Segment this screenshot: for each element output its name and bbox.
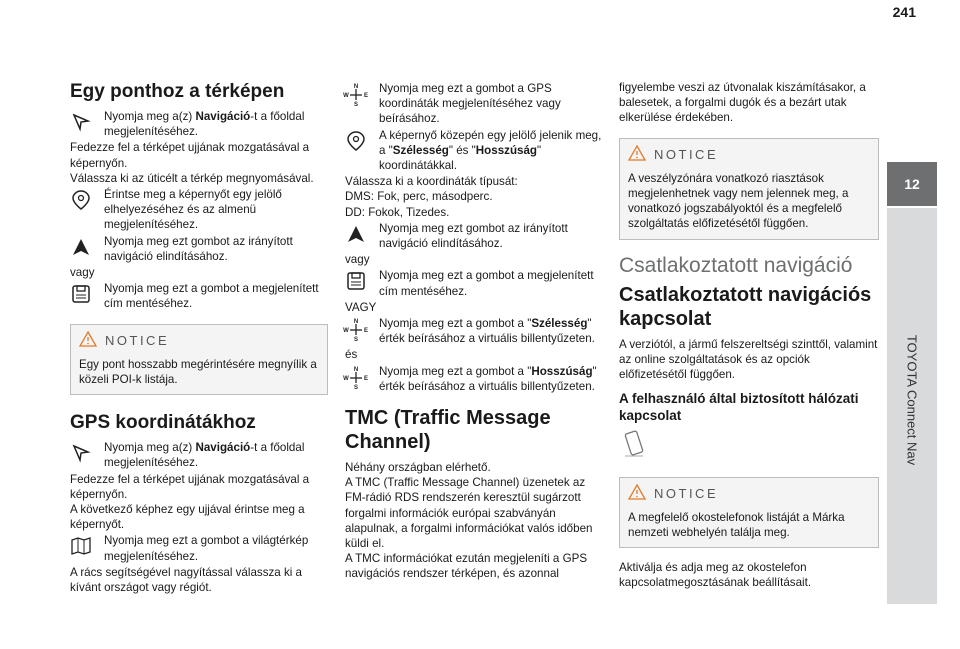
svg-text:N: N [353, 319, 359, 326]
column-2: N S W E Nyomja meg ezt a gombot a GPS koordináták megjelenítéséhez vagy beírásához. A képernyő közepén egy jelölő jelenik meg, a "Szélesség" és "Hosszúság" koordinátákkal. Válassza ki a koordináták típusát: DMS: Fok, perc, másodperc. DD: Fokok, Tizedes. Nyomja meg ezt gombot az irányított navigáció elindításához. vagy Nyomja meg ezt a gombot a megjelenített cím mentéséhez. VAGY N S W E Nyomja meg ezt a gombot a "Szélesség" érték beírásához a virtuális billentyűzeten. és N S W E Nyomja meg ezt a gombot a "Hosszúság" érték beírásához a virtuális billentyűzeten. TMC (Traffic Message Channel) Néhány országban elérhető. A TMC (Traffic Message Channel) üzenetek az FM-rádió RDS rendszerén keresztül sugárzott forgalmi információk európai szabványán alapulnak, a forgalmi információkat valós időben küldi el. A TMC információkat ezután megjeleníti a GPS navigációs rendszer térképen, és azonnal [343, 82, 602, 581]
notice-title: NOTICE [654, 147, 719, 163]
page-number: 241 [892, 4, 916, 20]
svg-text:W: W [343, 93, 349, 99]
compass-icon [343, 83, 369, 108]
section-title-tmc: TMC (Traffic Message Channel) [345, 407, 551, 454]
notice-text: A veszélyzónára vonatkozó riasztások megjelenhetnek vagy nem jelennek meg, a vonatkozó jogszabályoktól és a megfelelő szolgáltatás előfizetésétől függően. [628, 171, 849, 231]
svg-text:S: S [353, 102, 359, 108]
warning-triangle-icon [79, 331, 97, 351]
compass-icon [343, 318, 369, 344]
svg-text:W: W [343, 375, 349, 382]
svg-text:W: W [343, 328, 349, 335]
navigation-arrow-icon [70, 442, 92, 464]
compass-icon [343, 366, 369, 391]
warning-triangle-icon [628, 484, 646, 504]
navigation-triangle-icon [70, 236, 92, 258]
notice-box [619, 138, 879, 240]
notice-title: NOTICE [105, 333, 170, 349]
svg-text:S: S [353, 337, 359, 344]
map-pin-icon [70, 189, 92, 211]
navigation-arrow-icon [70, 111, 92, 133]
notice-box [70, 324, 328, 396]
warning-triangle-icon [628, 145, 646, 165]
chapter-section-title: Csatlakoztatott navigáció [619, 253, 853, 277]
notice-text: A megfelelő okostelefonok listáját a Márka nemzeti webhelyén találja meg. [628, 510, 845, 540]
section-title-connected: Csatlakoztatott navigációs kapcsolat [619, 283, 872, 330]
paragraph: Fedezze fel a térképet ujjának mozgatásával a képernyőn. [70, 141, 310, 170]
svg-text:S: S [353, 384, 359, 391]
notice-title: NOTICE [654, 486, 719, 502]
world-map-icon [70, 535, 92, 557]
map-pin-icon [345, 130, 367, 152]
svg-text:N: N [353, 84, 359, 90]
smartphone-icon [621, 430, 879, 464]
save-address-icon [345, 270, 367, 292]
notice-box [619, 477, 879, 549]
chapter-label: TOYOTA Connect Nav [904, 334, 920, 466]
svg-text:E: E [363, 328, 369, 335]
section-title-map-point: Egy ponthoz a térképen [70, 81, 285, 102]
save-address-icon [70, 283, 92, 305]
chapter-number: 12 [904, 176, 920, 192]
chapter-tab[interactable] [887, 162, 937, 206]
svg-text:N: N [353, 366, 359, 373]
column-1: Egy ponthoz a térképen Nyomja meg a(z) Navigáció-t a főoldal megjelenítéséhez. Fedezze fel a térképet ujjának mozgatásával a képernyőn. Válassza ki az úticélt a térkép megnyomásával. Érintse meg a képernyőt egy jelölő elhelyezéséhez és az almenü megjelenítéséhez. Nyomja meg ezt gombot az irányított navigáció elindításához. vagy Nyomja meg ezt a gombot a megjelenített cím mentéséhez. NOTICE Egy pont hosszabb megérintésére megnyílik a közeli POI-k listája. GPS koordinátákhoz Nyomja meg a(z) Navigáció-t a főoldal megjelenítéséhez. Fedezze fel a térképet ujjának mozgatásával a képernyőn. A következő képhez egy ujjával érintse meg a képernyőt. Nyomja meg ezt a gombot a világtérkép megjelenítéséhez. A rács segítségével nagyítással válassza ki a kívánt országot vagy régiót. [70, 80, 328, 595]
notice-text: Egy pont hosszabb megérintésére megnyílik a közeli POI-k listája. [79, 357, 317, 387]
column-3: figyelembe veszi az útvonalak kiszámításakor, a balesetek, a forgalmi dugók és a bezárt utak elkerülése érdekében. NOTICE A veszélyzónára vonatkozó riasztások megjelenhetnek vagy nem jelennek meg, a vonatkozó jogszabályoktól és a megfelelő szolgáltatás előfizetésétől függően. Csatlakoztatott navigáció Csatlakoztatott navigációs kapcsolat A verziótól, a jármű felszereltségi szinttől, valamint az online szolgáltatások és az opciók előfizetésétől függően. A felhasználó által biztosított hálózati kapcsolat NOTICE A megfelelő okostelefonok listáját a Márka nemzeti webhelyén találja meg. Aktiválja és adja meg az okostelefon kapcsolatmegosztásának beállításait. [619, 81, 878, 590]
subsection-title: A felhasználó által biztosított hálózati kapcsolat [619, 391, 859, 424]
navigation-triangle-icon [345, 223, 367, 245]
svg-text:E: E [363, 375, 369, 382]
paragraph: Válassza ki az úticélt a térkép megnyomásával. [70, 171, 314, 185]
svg-text:E: E [363, 93, 369, 99]
section-title-gps: GPS koordinátákhoz [70, 412, 256, 434]
